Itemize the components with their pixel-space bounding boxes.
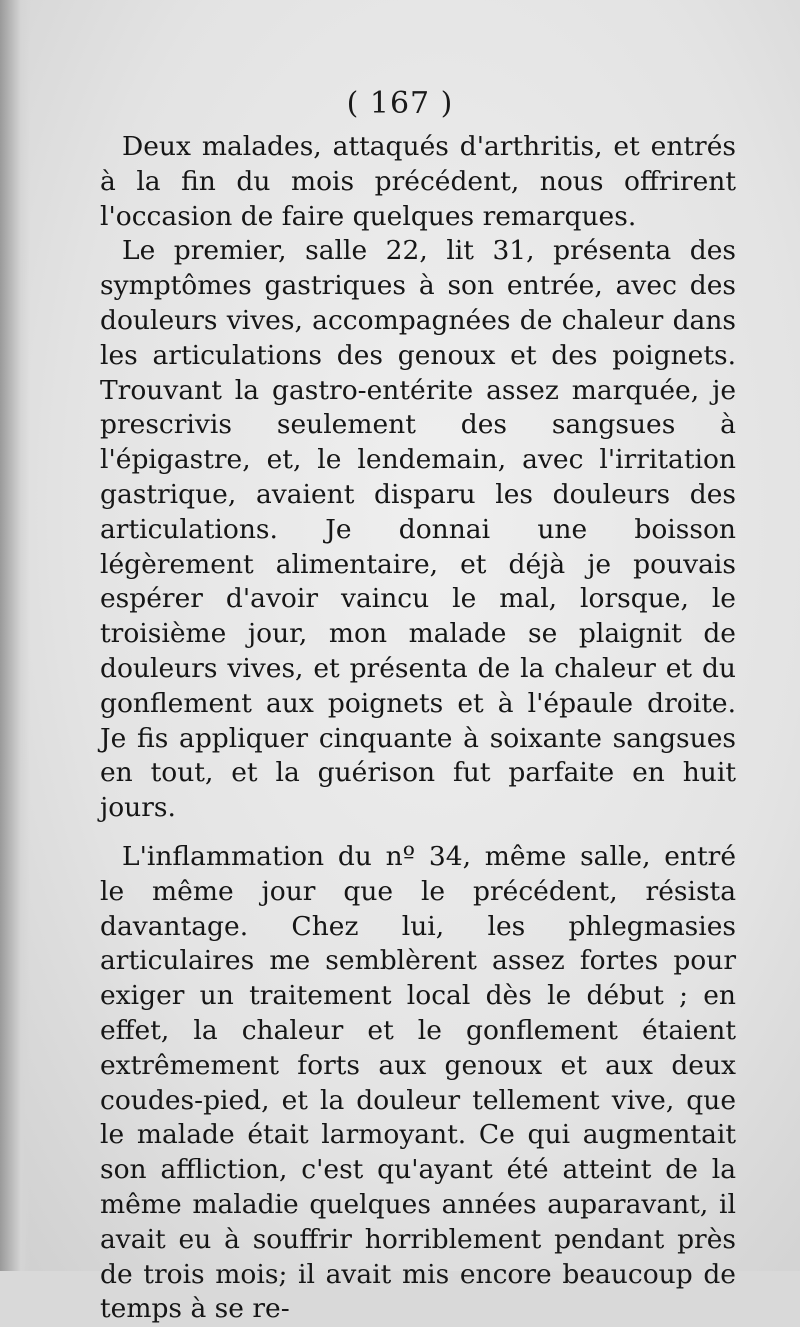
paragraph-2: Le premier, salle 22, lit 31, présenta des symptômes gastriques à son entrée, avec des douleurs vives, accompagnées de chaleur dans les articulations des genoux et des poignets. Trouvant la gastro-entérite assez marquée, je prescrivis seulement des sangsues à l'épigastre, et, le lendemain, avec l'irritation gastrique, avaient disparu les douleurs des articulations. Je donnai une boisson légèrement alimentaire, et déjà je pouvais espérer d'avoir vaincu le mal, lorsque, le troisième jour, mon malade se plaignit de douleurs vives, et présenta de la chaleur et du gonflement aux poignets et à l'épaule droite. Je fis appliquer cinquante à soixante sangsues en tout, et la guérison fut parfaite en huit jours. xyxy=(100,235,736,824)
paragraph-3: L'inflammation du nº 34, même salle, entré le même jour que le précédent, résista davantage. Chez lui, les phlegmasies articulaires me semblèrent assez fortes pour exiger un traitement local dès le début ; en effet, la chaleur et le gonflement étaient extrêmement forts aux genoux et aux deux coudes-pied, et la douleur tellement vive, que le malade était larmoyant. Ce qui augmentait son affliction, c'est qu'ayant été atteint de la même maladie quelques années auparavant, il avait eu à souffrir horriblement pendant près de trois mois; il avait mis encore beaucoup de temps à se re- xyxy=(100,840,736,1325)
page-number: ( 167 ) xyxy=(346,86,454,121)
paragraph-1: Deux malades, attaqués d'arthritis, et entrés à la fin du mois précédent, nous offrirent l'occasion de faire quelques remarques. xyxy=(100,131,736,232)
body-text xyxy=(100,130,736,1327)
page-gutter-shadow xyxy=(0,0,30,1271)
